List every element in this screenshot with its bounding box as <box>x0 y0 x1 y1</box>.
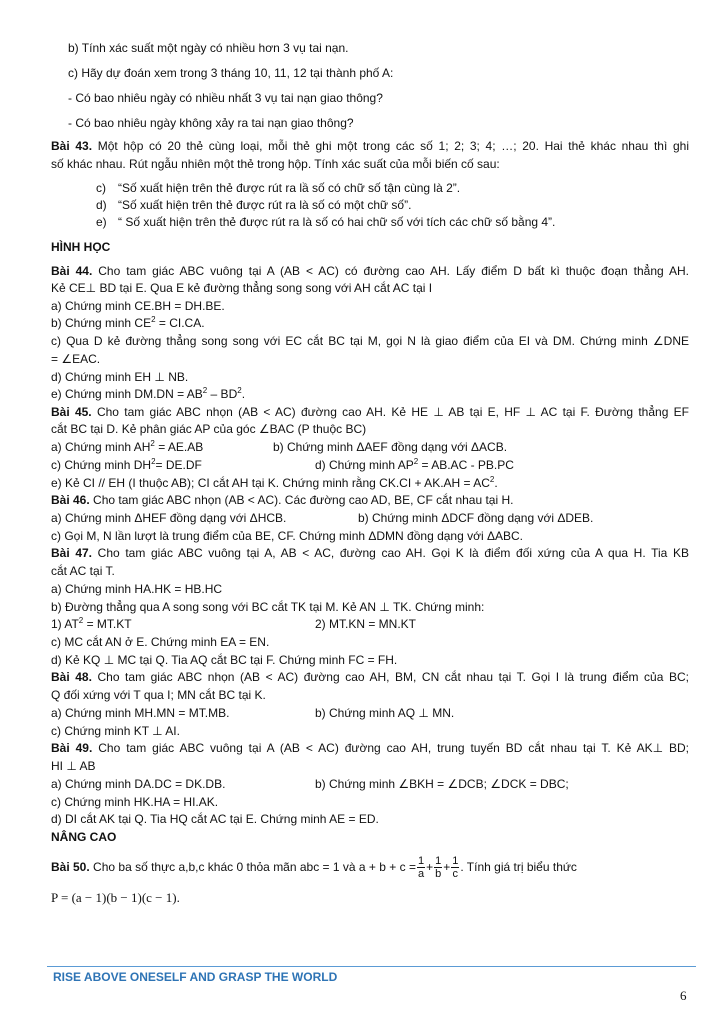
text-line: cắt AC tại T. <box>51 564 115 578</box>
text-line: a) Chứng minh CE.BH = DH.BE. <box>51 299 225 313</box>
text-span: “Số xuất hiện trên thẻ được rút ra lầ số có chữ số tận cùng là 2”. <box>118 181 461 195</box>
text-line: HI ⊥ AB <box>51 759 96 773</box>
exercise-title: Bài 43. <box>51 139 93 153</box>
list-marker: e) <box>96 215 107 229</box>
text-line <box>51 476 498 491</box>
exercise-44-line <box>51 264 689 279</box>
text-span: b) Chứng minh CE <box>51 316 152 330</box>
superscript: 2 <box>489 475 495 484</box>
denominator: a <box>417 868 425 881</box>
exercise-43-line <box>51 139 689 154</box>
exercise-49-line <box>51 741 689 756</box>
text-span: . Tính giá trị biểu thức <box>460 860 577 874</box>
list-item <box>96 215 555 230</box>
superscript: 2 <box>151 315 156 324</box>
text-span: Cho tam giác ABC nhọn (AB < AC). Các đường cao AD, BE, CF cắt nhau tại H. <box>93 493 514 507</box>
text-span: + <box>426 860 434 874</box>
text-span: a) Chứng minh DA.DC = DK.DB. <box>51 777 226 791</box>
superscript: 2 <box>151 457 156 466</box>
text-span: Cho tam giác ABC nhọn (AB < AC) đường cao AH, BM, CN cắt nhau tại T. Gọi I là trung điểm của BC; <box>97 670 689 684</box>
text-span: – BD <box>207 387 238 401</box>
text-line: Kẻ CE⊥ BD tại E. Qua E kẻ đường thẳng song song với AH cắt AC tại I <box>51 281 433 295</box>
text-span: = CI.CA. <box>155 316 205 330</box>
text-span: . <box>494 476 498 490</box>
exercise-45-line <box>51 405 689 420</box>
text-span: b) Chứng minh ΔAEF đồng dạng với ΔACB. <box>273 440 508 454</box>
denominator: b <box>435 868 442 881</box>
text-span: + <box>443 860 451 874</box>
text-line: d) DI cắt AK tại Q. Tia HQ cắt AC tại E. Chứng minh AE = ED. <box>51 812 379 826</box>
exercise-title: Bài 44. <box>51 264 93 278</box>
text-span: Cho tam giác ABC nhọn (AB < AC) đường cao AH. Kẻ HE ⊥ AB tại E, HF ⊥ AC tại F. Đường thẳng EF <box>96 405 689 419</box>
text-span: = DE.DF <box>155 458 202 472</box>
text-line <box>51 706 454 721</box>
exercise-title: Bài 50. <box>51 860 90 874</box>
text-line: c) Hãy dự đoán xem trong 3 tháng 10, 11, 12 tại thành phố A: <box>68 66 394 80</box>
superscript: 2 <box>237 386 242 395</box>
text-line: d) Kẻ KQ ⊥ MC tại Q. Tia AQ cắt BC tại F. Chứng minh FC = FH. <box>51 653 398 667</box>
text-span: a) Chứng minh MH.MN = MT.MB. <box>51 706 230 720</box>
text-line: số khác nhau. Rút ngẫu nhiên một thẻ trong hộp. Tính xác suất của mỗi biến cố sau: <box>51 157 500 171</box>
text-span: = AE.AB <box>154 440 204 454</box>
footer-motto: RISE ABOVE ONESELF AND GRASP THE WORLD <box>53 970 338 984</box>
text-line <box>51 617 416 632</box>
text-span <box>51 617 315 632</box>
text-span: = AB.AC - PB.PC <box>418 458 514 472</box>
exercise-47-line <box>51 546 689 561</box>
fraction <box>451 855 459 880</box>
text-line: c) Chứng minh KT ⊥ AI. <box>51 724 180 738</box>
exercise-title: Bài 48. <box>51 670 92 684</box>
footer-divider <box>47 966 696 967</box>
text-line <box>51 458 514 473</box>
exercise-title: Bài 46. <box>51 493 90 507</box>
text-span: 1) AT <box>51 617 79 631</box>
text-line: - Có bao nhiêu ngày có nhiều nhất 3 vụ tai nạn giao thông? <box>68 91 383 105</box>
text-span: b) Chứng minh ∠BKH = ∠DCB; ∠DCK = DBC; <box>315 777 569 791</box>
formula-line: P = (a − 1)(b − 1)(c − 1). <box>51 890 180 905</box>
text-span: Cho tam giác ABC vuông tại A (AB < AC) có đường cao AH. Lấy điểm D bất kì thuộc đoạn thẳng AH. <box>98 264 689 278</box>
text-line <box>51 316 205 331</box>
text-span: = MT.KT <box>83 617 132 631</box>
section-heading: NÂNG CAO <box>51 830 117 844</box>
text-line: - Có bao nhiêu ngày không xảy ra tai nạn giao thông? <box>68 116 354 130</box>
exercise-title: Bài 49. <box>51 741 93 755</box>
superscript: 2 <box>78 616 84 625</box>
list-item <box>96 181 460 196</box>
text-span: Cho tam giác ABC vuông tại A, AB < AC, đường cao AH. Gọi K là điểm đối xứng của A qua H. Tia KB <box>97 546 689 560</box>
text-line: c) Gọi M, N lần lượt là trung điểm của BE, CF. Chứng minh ΔDMN đồng dạng với ΔABC. <box>51 529 524 543</box>
text-span: a) Chứng minh ΔHEF đồng dạng với ΔHCB. <box>51 511 287 525</box>
page-number: 6 <box>680 988 687 1003</box>
text-span: e) Chứng minh DM.DN = AB <box>51 387 203 401</box>
text-line: c) Chứng minh HK.HA = HI.AK. <box>51 795 219 809</box>
text-line: c) MC cắt AN ở E. Chứng minh EA = EN. <box>51 635 270 649</box>
text-line <box>51 777 569 792</box>
text-line: c) Qua D kẻ đường thẳng song song với EC cắt BC tại M, gọi N là giao điểm của EI và DM. Chứng minh ∠DNE <box>51 334 689 348</box>
list-marker: c) <box>96 181 106 195</box>
superscript: 2 <box>413 457 419 466</box>
text-span: Cho ba số thực a,b,c khác 0 thỏa mãn abc = 1 và a + b + c = <box>93 860 416 874</box>
text-span: e) Kẻ CI // EH (I thuộc AB); CI cắt AH tại K. Chứng minh rằng CK.CI + AK.AH = AC <box>51 476 490 490</box>
denominator: c <box>452 868 459 881</box>
superscript: 2 <box>202 386 208 395</box>
exercise-48-line <box>51 670 689 685</box>
text-span: “Số xuất hiện trên thẻ được rút ra là số có một chữ số”. <box>118 198 412 212</box>
text-line: Q đối xứng với T qua I; MN cắt BC tại K. <box>51 688 266 702</box>
text-span: a) Chứng minh AH <box>51 440 151 454</box>
text-line: = ∠EAC. <box>51 352 101 366</box>
text-line: b) Đường thẳng qua A song song với BC cắt TK tại M. Kẻ AN ⊥ TK. Chứng minh: <box>51 600 485 614</box>
text-span: b) Chứng minh ΔDCF đồng dạng với ΔDEB. <box>358 511 594 525</box>
text-span: c) Chứng minh DH <box>51 458 152 472</box>
text-span: d) Chứng minh AP <box>315 458 414 472</box>
exercise-46-line <box>51 493 513 508</box>
list-marker: d) <box>96 198 107 212</box>
text-line: a) Chứng minh HA.HK = HB.HC <box>51 582 223 596</box>
exercise-50-line <box>51 850 577 886</box>
text-span <box>51 458 315 473</box>
text-span: 2) MT.KN = MN.KT <box>315 617 417 631</box>
numerator: 1 <box>417 855 425 868</box>
text-line <box>51 511 593 526</box>
text-span: Cho tam giác ABC vuông tại A (AB < AC) đường cao AH, trung tuyến BD cắt nhau tại T. Kẻ AK⊥ BD; <box>98 741 689 755</box>
text-line: d) Chứng minh EH ⊥ NB. <box>51 370 189 384</box>
text-span: “ Số xuất hiện trên thẻ được rút ra là số có hai chữ số với tích các chữ số bằng 4”. <box>118 215 556 229</box>
text-line <box>51 387 245 402</box>
text-span <box>51 440 273 455</box>
numerator: 1 <box>435 855 442 868</box>
fraction <box>417 855 425 880</box>
exercise-title: Bài 47. <box>51 546 92 560</box>
section-heading: HÌNH HỌC <box>51 240 111 254</box>
text-span: b) Chứng minh AQ ⊥ MN. <box>315 706 455 720</box>
text-span: . <box>241 387 246 401</box>
text-line: cắt BC tại D. Kẻ phân giác AP của góc ∠BAC (P thuộc BC) <box>51 422 367 436</box>
fraction <box>434 855 442 880</box>
exercise-title: Bài 45. <box>51 405 92 419</box>
numerator: 1 <box>452 855 459 868</box>
list-item <box>96 198 411 213</box>
superscript: 2 <box>150 439 155 448</box>
text-line: b) Tính xác suất một ngày có nhiều hơn 3 vụ tai nạn. <box>68 41 349 55</box>
text-span: Một hộp có 20 thẻ cùng loại, mỗi thẻ ghi một trong các số 1; 2; 3; 4; …; 20. Hai thẻ khác nhau thì ghi <box>97 139 689 153</box>
text-line <box>51 440 507 455</box>
